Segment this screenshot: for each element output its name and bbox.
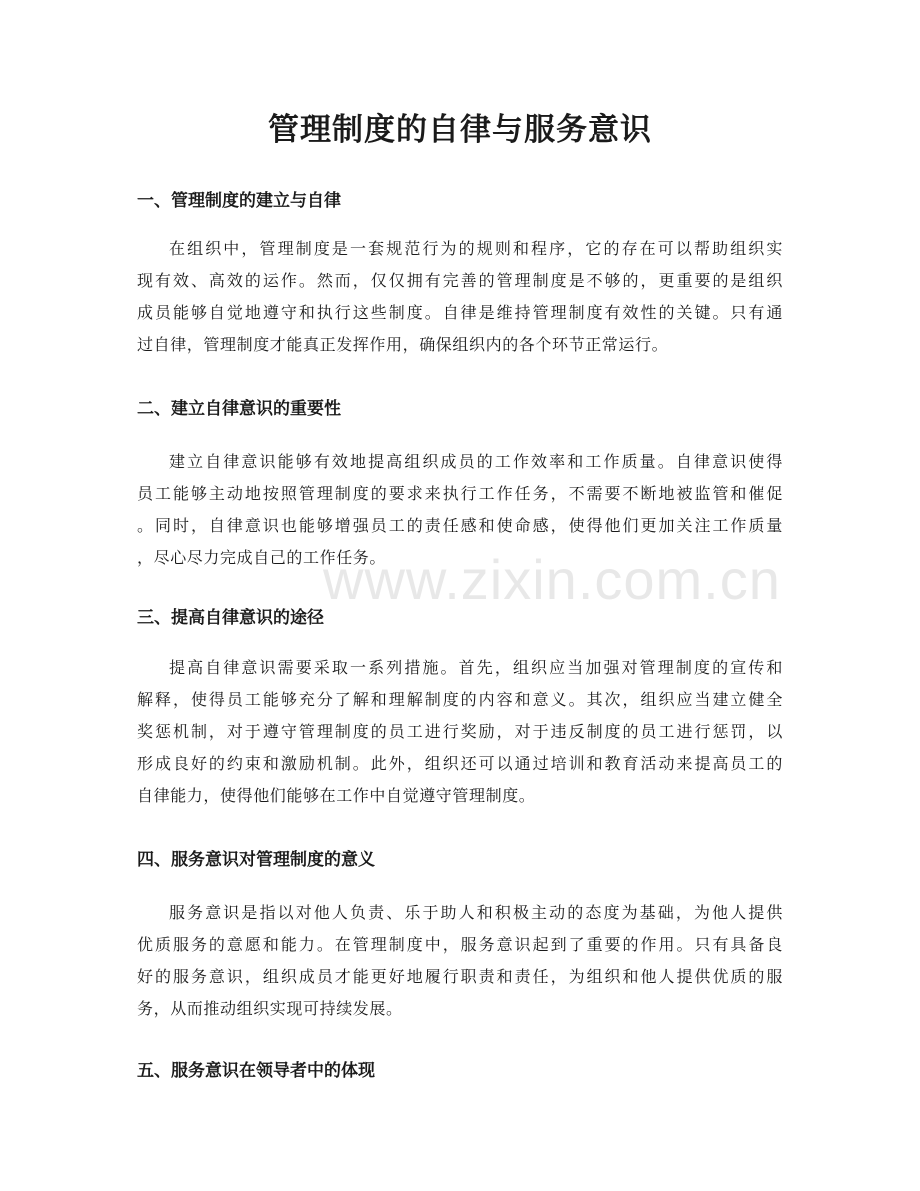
paragraph-line: 好的服务意识，组织成员才能更好地履行职责和责任，为组织和他人提供优质的服 [137, 967, 783, 986]
section-heading-1: 一、管理制度的建立与自律 [137, 191, 341, 211]
section-paragraph-4 [137, 897, 783, 1025]
paragraph-line: 成员能够自觉地遵守和执行这些制度。自律是维持管理制度有效性的关键。只有通 [137, 303, 783, 322]
document-title: 管理制度的自律与服务意识 [268, 112, 652, 148]
paragraph-line: 解释，使得员工能够充分了解和理解制度的内容和意义。其次，组织应当建立健全 [137, 690, 783, 709]
section-paragraph-2 [137, 446, 783, 574]
section-paragraph-1 [137, 233, 783, 361]
paragraph-line: 员工能够主动地按照管理制度的要求来执行工作任务，不需要不断地被监管和催促 [137, 484, 783, 503]
paragraph-line: 形成良好的约束和激励机制。此外，组织还可以通过培训和教育活动来提高员工的 [137, 754, 783, 773]
paragraph-line: ，尽心尽力完成自己的工作任务。 [137, 548, 387, 567]
section-heading-2: 二、建立自律意识的重要性 [137, 399, 341, 419]
paragraph-line: 奖惩机制，对于遵守管理制度的员工进行奖励，对于违反制度的员工进行惩罚，以 [137, 722, 783, 741]
section-paragraph-3 [137, 652, 783, 812]
paragraph-line: 在组织中，管理制度是一套规范行为的规则和程序，它的存在可以帮助组织实 [169, 239, 783, 258]
paragraph-line: 。同时，自律意识也能够增强员工的责任感和使命感，使得他们更加关注工作质量 [137, 516, 783, 535]
watermark: www.zixin.com.cn [323, 548, 781, 611]
section-heading-4: 四、服务意识对管理制度的意义 [137, 850, 375, 870]
paragraph-line: 优质服务的意愿和能力。在管理制度中，服务意识起到了重要的作用。只有具备良 [137, 935, 783, 954]
paragraph-line: 提高自律意识需要采取一系列措施。首先，组织应当加强对管理制度的宣传和 [169, 658, 783, 677]
paragraph-line: 过自律，管理制度才能真正发挥作用，确保组织内的各个环节正常运行。 [137, 335, 669, 354]
paragraph-line: 服务意识是指以对他人负责、乐于助人和积极主动的态度为基础，为他人提供 [169, 903, 783, 922]
section-heading-3: 三、提高自律意识的途径 [137, 608, 324, 628]
section-heading-5: 五、服务意识在领导者中的体现 [137, 1061, 375, 1081]
paragraph-line: 务，从而推动组织实现可持续发展。 [137, 999, 403, 1018]
paragraph-line: 自律能力，使得他们能够在工作中自觉遵守管理制度。 [137, 786, 536, 805]
paragraph-line: 建立自律意识能够有效地提高组织成员的工作效率和工作质量。自律意识使得 [169, 452, 783, 471]
paragraph-line: 现有效、高效的运作。然而，仅仅拥有完善的管理制度是不够的，更重要的是组织 [137, 271, 783, 290]
